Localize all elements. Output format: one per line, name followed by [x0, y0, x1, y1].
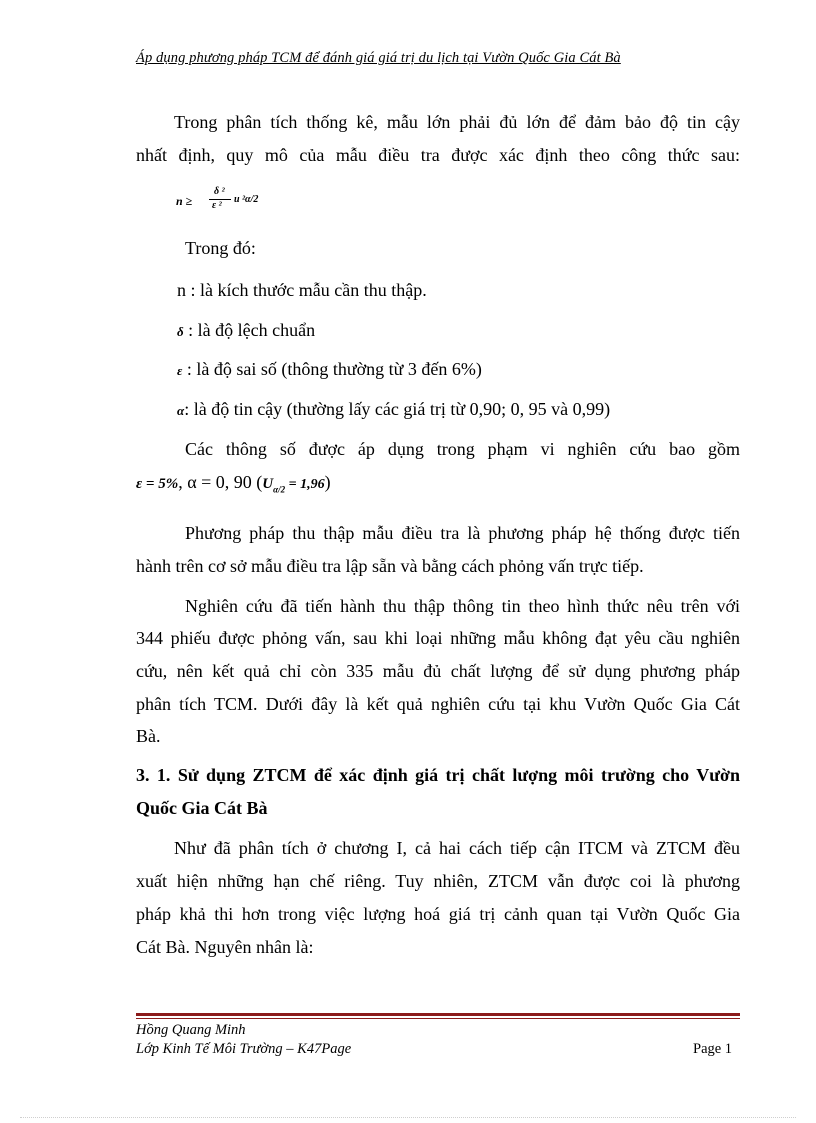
document-header: Áp dụng phương pháp TCM để đánh giá giá trị du lịch tại Vườn Quốc Gia Cát Bà [136, 50, 621, 66]
analysis-line-3: pháp khả thi hơn trong việc lượng hoá giá trị cảnh quan tại Vườn Quốc Gia [136, 904, 740, 924]
analysis-line-4: Cát Bà. Nguyên nhân là: [136, 937, 314, 957]
footer-rule-thin [136, 1018, 740, 1019]
definition-n: n : là kích thước mẫu cần thu thập. [177, 280, 427, 300]
footer-rule-thick [136, 1013, 740, 1016]
where-label: Trong đó: [185, 238, 256, 258]
params-close: ) [324, 472, 331, 492]
alpha-text: : là độ tin cậy (thường lấy các giá trị từ 0,90; 0, 95 và 0,99) [184, 399, 611, 419]
research-line-3: cứu, nên kết quả chỉ còn 335 mẫu đủ chất lượng để sử dụng phương pháp [136, 661, 740, 681]
definition-delta [177, 320, 315, 341]
alpha-symbol: α [177, 403, 185, 418]
u-value: = 1,96 [285, 477, 325, 492]
epsilon-text: : là độ sai số (thông thường từ 3 đến 6%) [182, 359, 482, 379]
params-line-2 [136, 472, 331, 495]
method-line-2: hành trên cơ sở mẫu điều tra lập sẵn và bằng cách phỏng vấn trực tiếp. [136, 556, 644, 576]
footer-class: Lớp Kinh Tế Môi Trường – K47Page [136, 1041, 352, 1057]
delta-text: : là độ lệch chuẩn [183, 320, 316, 340]
delta-symbol: δ [177, 324, 184, 339]
params-line-1: Các thông số được áp dụng trong phạm vi nghiên cứu bao gồm [185, 439, 740, 459]
method-line-1: Phương pháp thu thập mẫu điều tra là phương pháp hệ thống được tiến [185, 523, 740, 543]
research-line-4: phân tích TCM. Dưới đây là kết quả nghiên cứu tại khu Vườn Quốc Gia Cát [136, 694, 740, 714]
alpha-value: , α = 0, 90 ( [178, 472, 263, 492]
research-line-2: 344 phiếu được phỏng vấn, sau khi loại những mẫu không đạt yêu cầu nghiên [136, 628, 740, 648]
section-heading-line-1: 3. 1. Sử dụng ZTCM để xác định giá trị chất lượng môi trường cho Vườn [136, 765, 740, 785]
research-line-5: Bà. [136, 726, 161, 746]
formula-lhs: n ≥ [176, 194, 193, 208]
epsilon-value: ε = 5% [136, 476, 179, 492]
footer-page-number: Page 1 [693, 1041, 733, 1057]
definition-epsilon [177, 359, 482, 380]
intro-line-2: nhất định, quy mô của mẫu điều tra được xác định theo công thức sau: [136, 145, 740, 165]
u-symbol: U [262, 476, 274, 492]
footer-author: Hồng Quang Minh [136, 1022, 246, 1038]
analysis-line-1: Như đã phân tích ở chương I, cả hai cách tiếp cận ITCM và ZTCM đều [174, 838, 740, 858]
formula-numerator: δ ² [214, 186, 225, 197]
page-bottom-border [20, 1117, 796, 1118]
definition-alpha [177, 399, 610, 420]
u-subscript: α/2 [273, 484, 286, 495]
epsilon-symbol: ε [177, 363, 183, 378]
section-heading-line-2: Quốc Gia Cát Bà [136, 798, 268, 818]
formula-tail: u ²α/2 [234, 194, 259, 205]
analysis-line-2: xuất hiện những hạn chế riêng. Tuy nhiên, ZTCM vẫn được coi là phương [136, 871, 740, 891]
research-line-1: Nghiên cứu đã tiến hành thu thập thông tin theo hình thức nêu trên với [185, 596, 740, 616]
intro-line-1: Trong phân tích thống kê, mẫu lớn phải đủ lớn để đảm bảo độ tin cậy [174, 112, 740, 132]
formula-denominator: ε ² [212, 200, 222, 211]
sample-size-formula [176, 186, 296, 216]
